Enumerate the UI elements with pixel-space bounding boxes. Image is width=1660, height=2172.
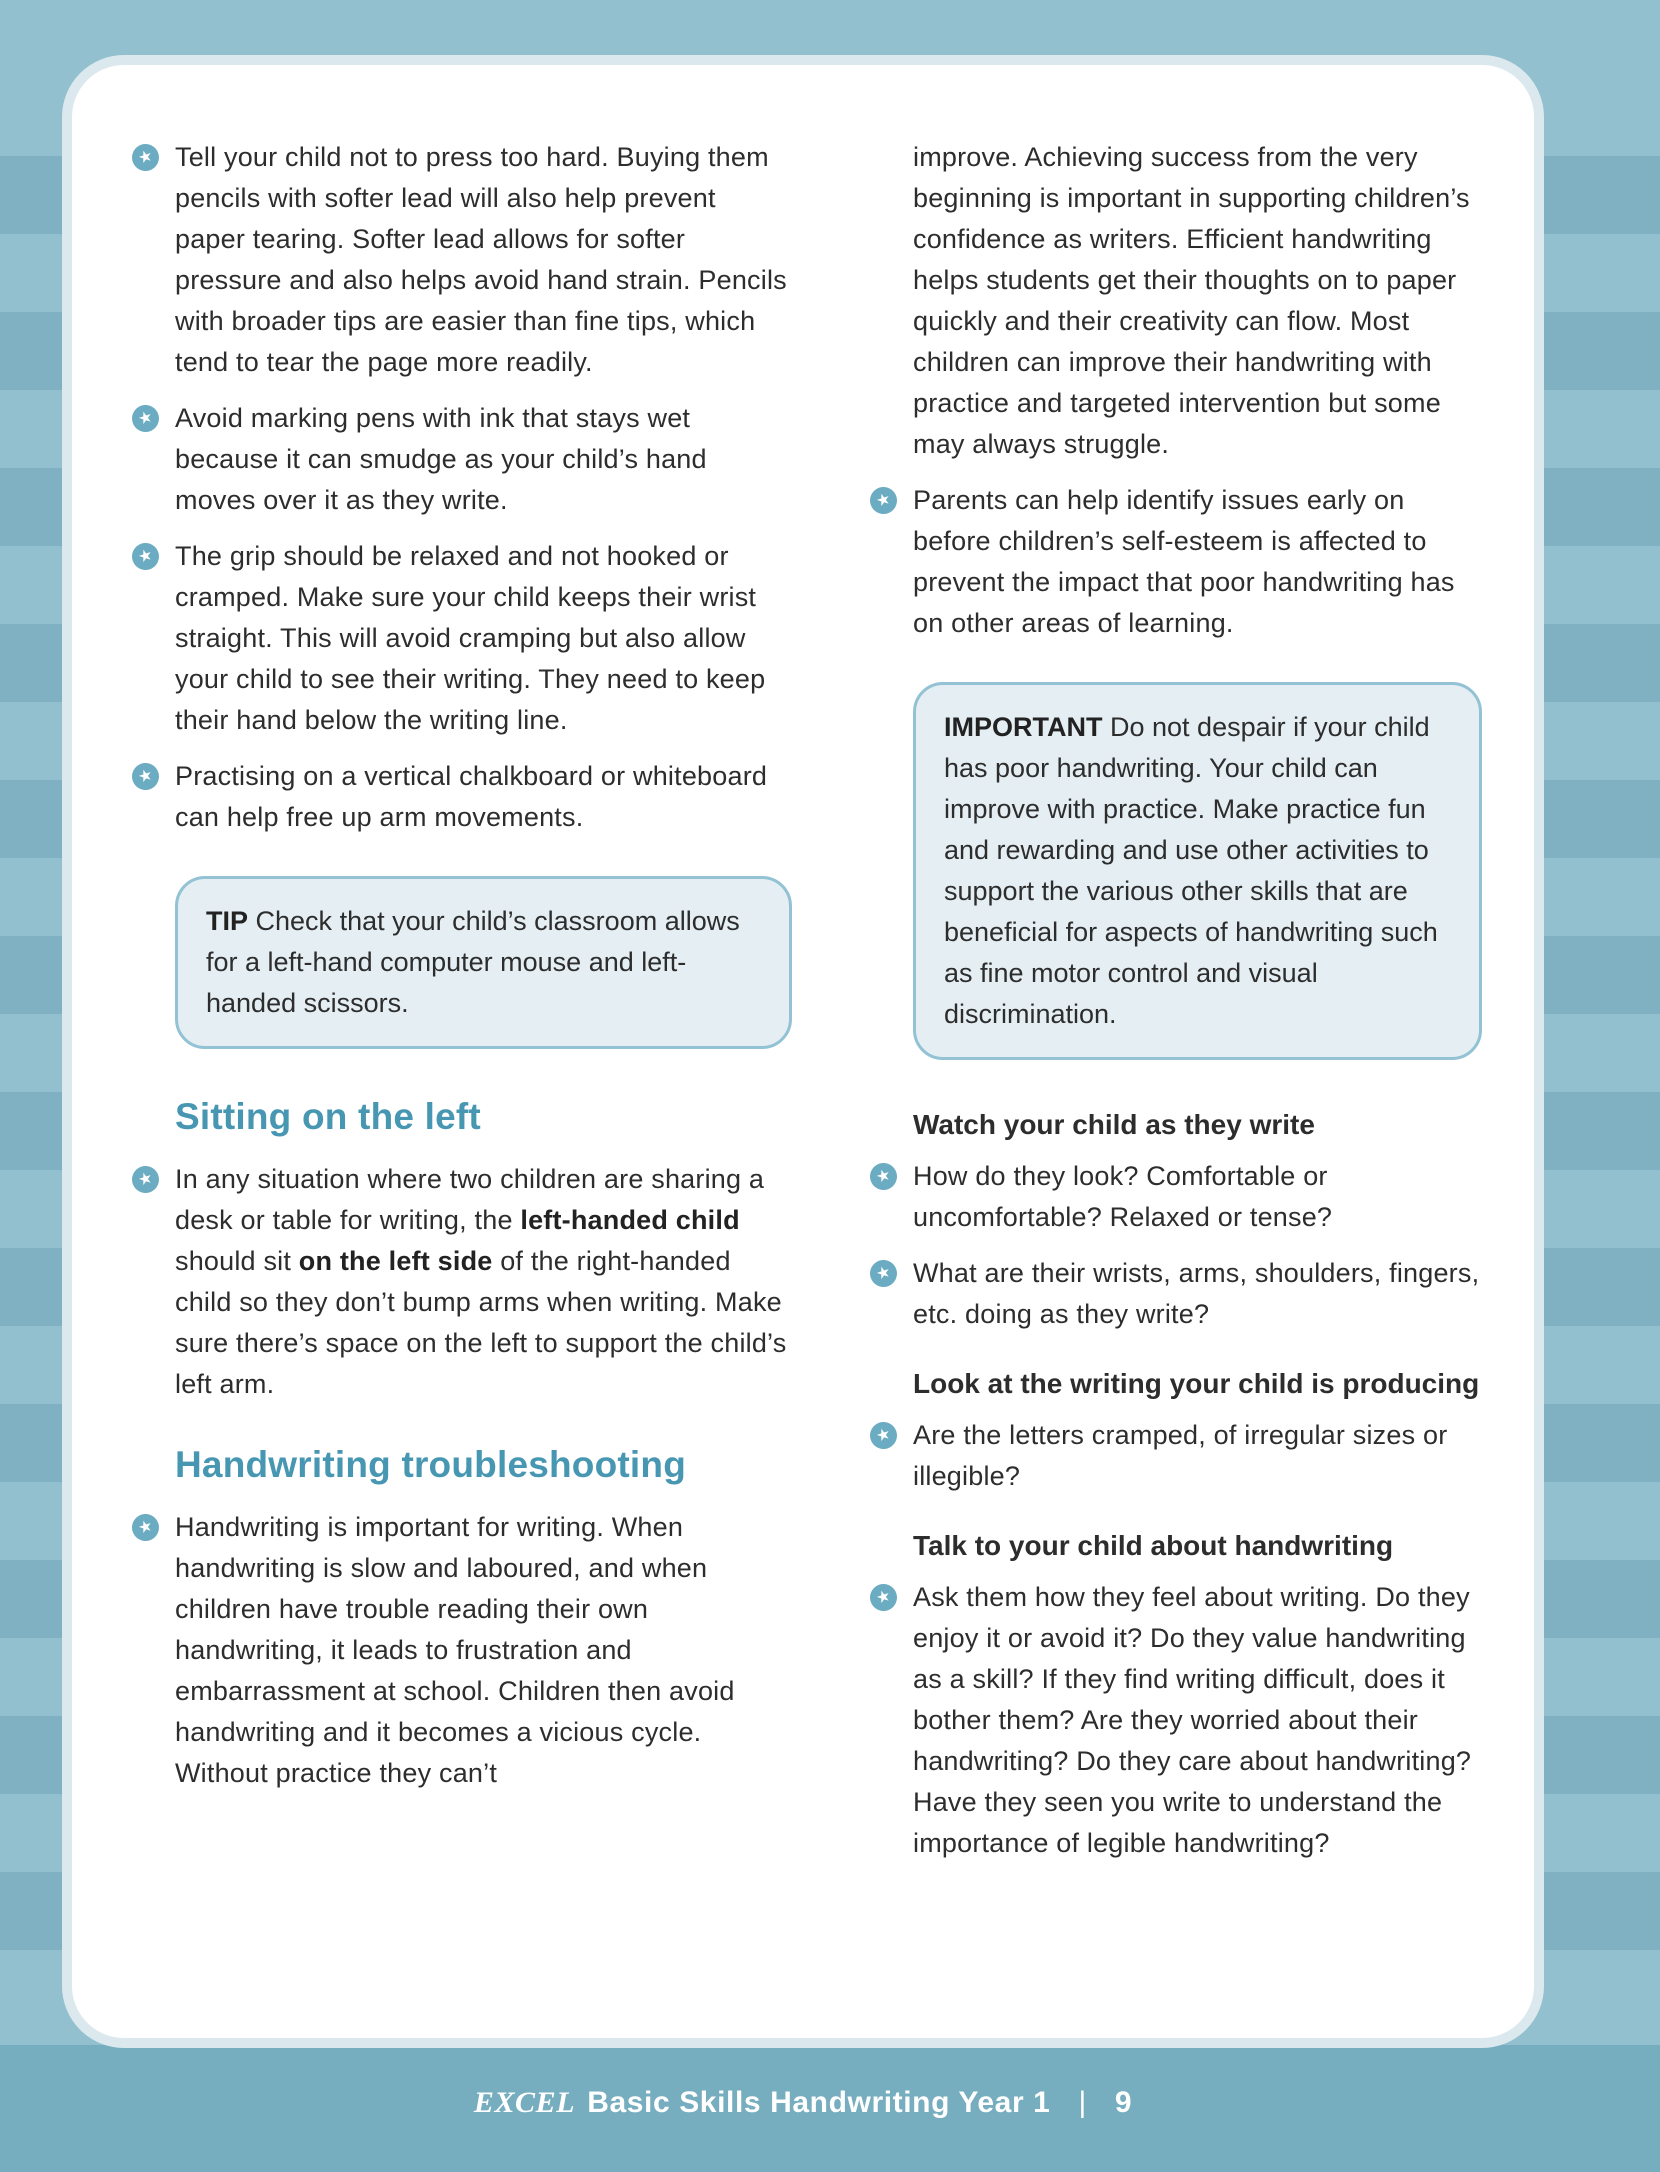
text-run: Handwriting is important for writing. When handwriting is slow and laboured, and when children have trouble reading their own handwriting, it leads to frustration and embarrassment at school. Children then avoid handwriting and it becomes a vicious cycle. Without practice they can’t <box>175 1512 735 1788</box>
star-bullet-icon: ★ <box>128 759 162 793</box>
text-run: How do they look? Comfortable or uncomfortable? Relaxed or tense? <box>913 1161 1333 1232</box>
callout-label: TIP <box>206 906 249 936</box>
footer-title: Basic Skills Handwriting Year 1 <box>587 2086 1051 2119</box>
bullet-item <box>874 1415 1482 1497</box>
bullet-text <box>913 1156 1482 1238</box>
bullet-text <box>913 1253 1482 1335</box>
text-run: Tell your child not to press too hard. Buying them pencils with softer lead will also help prevent paper tearing. Softer lead allows for softer pressure and also helps avoid hand strain. Pencils with broader tips are easier than fine tips, which tend to tear the page more readily. <box>175 142 787 377</box>
text-run: Parents can help identify issues early on before children’s self-esteem is affected to prevent the impact that poor handwriting has on other areas of learning. <box>913 485 1455 638</box>
star-bullet-icon: ★ <box>866 1159 900 1193</box>
text-run: Are the letters cramped, of irregular sizes or illegible? <box>913 1420 1448 1491</box>
text-run: improve. Achieving success from the very beginning is important in supporting children’s confidence as writers. Efficient handwriting helps students get their thoughts on to paper quickly and their creativity can flow. Most children can improve their handwriting with practice and targeted intervention but some may always struggle. <box>913 142 1470 459</box>
bullet-text <box>175 1159 792 1405</box>
star-bullet-icon: ★ <box>128 1510 162 1544</box>
callout-text <box>944 707 1451 1035</box>
text-run: The grip should be relaxed and not hooked or cramped. Make sure your child keeps their wrist straight. This will avoid cramping but also allow your child to see their writing. They need to keep their hand below the writing line. <box>175 541 766 735</box>
bullet-item <box>136 1507 792 1794</box>
bullet-text <box>175 756 792 838</box>
sub-heading: Talk to your child about handwriting <box>913 1530 1394 1561</box>
footer-separator: | <box>1078 2086 1087 2119</box>
brand-name: EXCEL <box>473 2086 576 2119</box>
star-bullet-icon: ★ <box>128 401 162 435</box>
footer <box>62 2086 1544 2120</box>
bullet-item <box>136 1159 792 1405</box>
two-column-layout <box>132 137 1482 1879</box>
star-bullet-icon: ★ <box>128 539 162 573</box>
callout-text <box>206 901 761 1024</box>
bullet-item <box>874 1253 1482 1335</box>
text-run: In any situation where two children are sharing a desk or table for writing, the <box>175 1164 765 1235</box>
star-bullet-icon: ★ <box>128 140 162 174</box>
bullet-item <box>136 756 792 838</box>
sub-heading: Look at the writing your child is producing <box>913 1368 1480 1399</box>
bold-text: left-handed child <box>520 1205 740 1235</box>
bullet-text <box>913 1577 1482 1864</box>
star-bullet-icon: ★ <box>128 1162 162 1196</box>
bullet-item <box>136 398 792 521</box>
star-bullet-icon: ★ <box>866 1580 900 1614</box>
star-bullet-icon: ★ <box>866 1256 900 1290</box>
sub-heading: Watch your child as they write <box>913 1109 1315 1140</box>
bullet-text <box>175 398 792 521</box>
bullet-text <box>175 536 792 741</box>
left-column <box>132 137 792 1879</box>
star-bullet-icon: ★ <box>866 483 900 517</box>
right-column <box>870 137 1482 1879</box>
callout-body: Do not despair if your child has poor handwriting. Your child can improve with practice. Make practice fun and rewarding and use other activities to support the various other skills that are beneficial for aspects of handwriting such as fine motor control and visual discrimination. <box>944 712 1438 1029</box>
callout-label: IMPORTANT <box>944 712 1103 742</box>
text-run: of the right-handed child so they don’t bump arms when writing. Make sure there’s space on the left to support the child’s left arm. <box>175 1246 787 1399</box>
text-run: Practising on a vertical chalkboard or whiteboard can help free up arm movements. <box>175 761 768 832</box>
callout-body: Check that your child’s classroom allows for a left-hand computer mouse and left-handed scissors. <box>206 906 740 1018</box>
paragraph <box>913 137 1482 465</box>
section-heading: Handwriting troubleshooting <box>175 1444 687 1485</box>
bullet-item <box>136 536 792 741</box>
tip-box <box>175 876 792 1049</box>
text-run: Avoid marking pens with ink that stays wet because it can smudge as your child’s hand moves over it as they write. <box>175 403 707 515</box>
bullet-item <box>136 137 792 383</box>
content-card <box>62 55 1544 2048</box>
page-number: 9 <box>1114 2086 1133 2119</box>
star-bullet-icon: ★ <box>866 1418 900 1452</box>
section-heading: Sitting on the left <box>175 1096 481 1137</box>
bullet-text <box>913 1415 1482 1497</box>
text-run: Ask them how they feel about writing. Do they enjoy it or avoid it? Do they value handwriting as a skill? If they find writing difficult, does it bother them? Are they worried about their handwriting? Do they care about handwriting? Have they seen you write to understand the importance of legible handwriting? <box>913 1582 1472 1858</box>
bullet-item <box>874 1156 1482 1238</box>
text-run: should sit <box>175 1246 299 1276</box>
bold-text: on the left side <box>298 1246 493 1276</box>
text-run: What are their wrists, arms, shoulders, fingers, etc. doing as they write? <box>913 1258 1480 1329</box>
bullet-text <box>175 137 792 383</box>
bullet-item <box>874 480 1482 644</box>
bullet-text <box>175 1507 792 1794</box>
bullet-text <box>913 480 1482 644</box>
bullet-item <box>874 1577 1482 1864</box>
important-box <box>913 682 1482 1060</box>
